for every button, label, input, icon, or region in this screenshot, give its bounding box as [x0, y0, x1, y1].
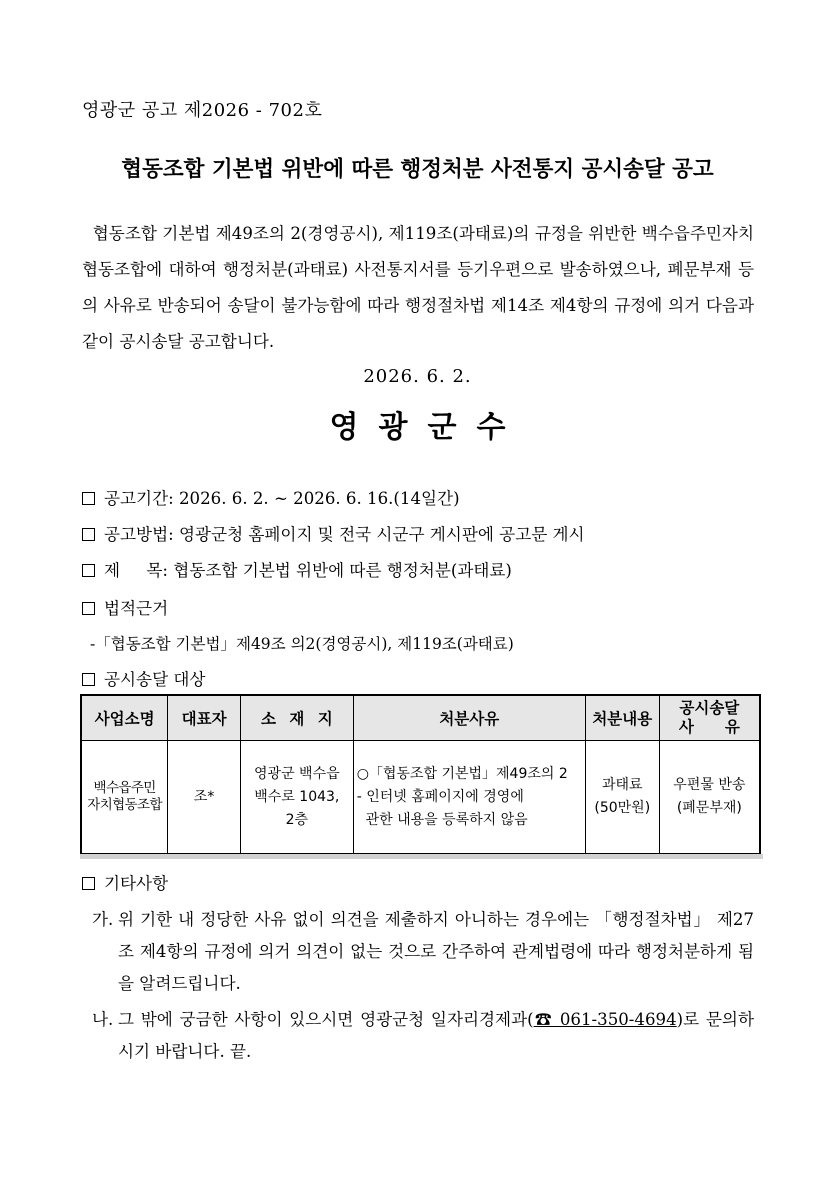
- col-header-delivery-line2: 사 유: [678, 718, 740, 736]
- body-paragraph-text: 협동조합 기본법 제49조의 2(경영공시), 제119조(과태료)의 규정을 위반한 백수읍주민자치협동조합에 대하여 행정처분(과태료) 사전통지서를 등기우편으로 발송하였으나, 폐문부재 등의 사유로 반송되어 송달이 불가능함에 따라 행정절차법 제14조 제4항의 규정에 의거 다음과 같이 공시송달 공고합니다.: [82, 224, 754, 351]
- contact-phone: ☎ 061-350-4694: [533, 1010, 677, 1029]
- cell-business-line1: 백수읍주민: [93, 780, 156, 796]
- cell-disposition-line2: (50만원): [594, 800, 651, 816]
- other-item-na-before: 그 밖에 궁금한 사항이 있으시면 영광군청 일자리경제과(: [118, 1010, 534, 1029]
- cell-address-line1: 영광군 백수읍: [254, 765, 340, 782]
- item-subject-text: 제 목: 협동조합 기본법 위반에 따른 행정처분(과태료): [104, 561, 512, 580]
- checkbox-square-icon: [82, 602, 95, 615]
- cell-reason-line2: - 인터넷 홈페이지에 경영에: [356, 788, 524, 805]
- table-shadow-bar: [80, 854, 763, 859]
- other-item-ga-text: 위 기한 내 정당한 사유 없이 의견을 제출하지 아니하는 경우에는 「행정절차법」 제27조 제4항의 규정에 의거 의견이 없는 것으로 간주하여 관계법령에 따라 행정처분하게 됨을 알려드립니다.: [118, 910, 754, 993]
- checkbox-square-icon: [82, 492, 95, 505]
- item-target: [82, 666, 205, 690]
- col-header-representative: 대표자: [168, 695, 241, 741]
- cell-delivery-line1: 우편물 반송: [673, 777, 746, 793]
- cell-business: [81, 741, 168, 855]
- cell-representative: 조*: [168, 741, 241, 855]
- item-method-text: 공고방법: 영광군청 홈페이지 및 전국 시군구 게시판에 공고문 게시: [104, 525, 585, 544]
- body-paragraph: [82, 216, 754, 360]
- notice-title: 협동조합 기본법 위반에 따른 행정처분 사전통지 공시송달 공고: [121, 157, 714, 182]
- signer: 영광군수: [329, 410, 526, 445]
- other-item-na-label: 나.: [92, 1010, 114, 1029]
- other-item-ga-label: 가.: [92, 910, 114, 929]
- checkbox-square-icon: [82, 673, 95, 686]
- item-subject: [82, 557, 512, 581]
- cell-address: [240, 741, 353, 855]
- table-row: [81, 741, 760, 855]
- target-table: [80, 694, 761, 855]
- cell-disposition-line1: 과태료: [601, 777, 643, 793]
- col-header-business: 사업소명: [81, 695, 168, 741]
- cell-address-line3: 2층: [285, 811, 309, 828]
- notice-number: 영광군 공고 제2026 - 702호: [82, 100, 323, 121]
- other-item-ga: [92, 904, 754, 1000]
- cell-disposition: [585, 741, 659, 855]
- cell-business-line2: 자치협동조합: [87, 797, 162, 813]
- col-header-reason: 처분사유: [353, 695, 585, 741]
- other-item-na: [92, 1004, 754, 1068]
- other-item-na-after: )로 문의하시기 바랍니다. 끝.: [118, 1010, 754, 1061]
- item-legal-basis-text: 법적근거: [104, 599, 169, 618]
- cell-reason-line3: 관한 내용을 등록하지 않음: [365, 811, 528, 828]
- other-section-title: [82, 870, 168, 894]
- legal-basis-detail: -「협동조합 기본법」제49조 의2(경영공시), 제119조(과태료): [90, 635, 514, 653]
- item-target-text: 공시송달 대상: [104, 670, 206, 689]
- col-header-delivery-line1: 공시송달: [679, 699, 740, 717]
- notice-body: [82, 216, 754, 360]
- checkbox-square-icon: [82, 564, 95, 577]
- checkbox-square-icon: [82, 528, 95, 541]
- cell-reason: [353, 741, 585, 855]
- cell-delivery-reason: [659, 741, 760, 855]
- cell-address-line2: 백수로 1043,: [254, 788, 340, 805]
- other-title-text: 기타사항: [104, 874, 169, 893]
- table-header-row: [81, 695, 760, 741]
- col-header-delivery-reason: [659, 695, 760, 741]
- item-period: [82, 485, 460, 509]
- notice-date: 2026. 6. 2.: [363, 366, 472, 387]
- checkbox-square-icon: [82, 877, 95, 890]
- cell-delivery-line2: (폐문부재): [676, 800, 742, 816]
- col-header-disposition: 처분내용: [585, 695, 659, 741]
- item-legal-basis: [82, 595, 168, 619]
- other-item-na-text: [118, 1004, 754, 1068]
- col-header-address: 소 재 지: [240, 695, 353, 741]
- item-method: [82, 521, 585, 545]
- cell-reason-line1: ○「협동조합 기본법」제49조의 2: [356, 765, 568, 782]
- item-period-text: 공고기간: 2026. 6. 2. ~ 2026. 6. 16.(14일간): [104, 489, 460, 508]
